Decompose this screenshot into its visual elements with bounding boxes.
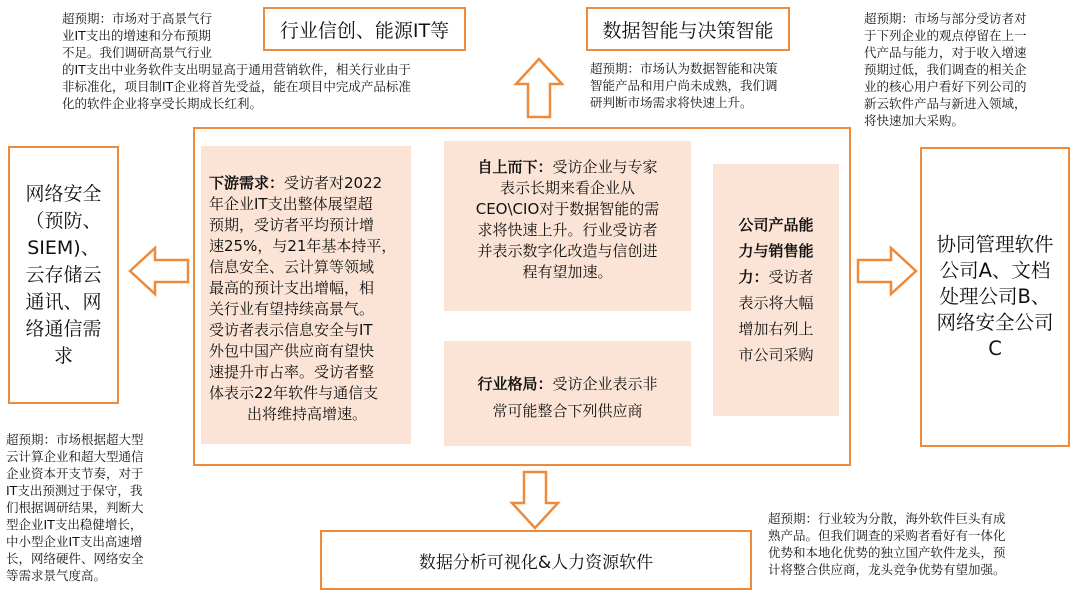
panel-line: 外包中国产供应商有望快: [209, 342, 375, 360]
note-line: 预期过低，我们调查的相关企: [864, 62, 1027, 77]
panel-line: 预期，受访者平均预计增: [209, 216, 375, 234]
industry-it-label: 行业信创、能源IT等: [279, 19, 450, 42]
note-line: 超预期：市场认为数据智能和决策: [590, 61, 778, 76]
panel-line: 受访企业表示非: [552, 375, 658, 393]
right-box-line: 公司A、文档: [939, 259, 1051, 282]
panel-line: 出将维持高增速。: [246, 405, 367, 423]
panel-line: 速25%，与21年基本持平，: [209, 237, 397, 255]
note-line: 熟产品。但我们调查的采购者看好有一体化: [768, 528, 1006, 543]
note-line: 研判断市场需求将快速上升。: [590, 95, 753, 110]
note-line: 等需求景气度高。: [6, 568, 107, 583]
left-arrow-icon: [128, 246, 190, 296]
down-arrow-icon: [510, 470, 560, 530]
company-title: 力与销售能: [738, 242, 814, 260]
left-box-line: （预防、: [25, 209, 102, 232]
note-line: 超预期：行业较为分散，海外软件巨头有成: [768, 511, 1006, 526]
panel-line: 增加右列上: [738, 320, 814, 338]
right-companies-box: [920, 147, 1070, 447]
note-line: 业IT支出的增速和分布预期: [62, 28, 211, 43]
note-line: 代产品与能力，对于收入增速: [864, 45, 1027, 60]
company-title: 公司产品能: [738, 216, 814, 234]
note-line: 化的软件企业将享受长期成长红利。: [62, 96, 263, 111]
left-box-line: 求: [53, 344, 73, 367]
panel-line: 受访企业与专家: [552, 158, 658, 176]
note-line: 们根据调研结果，判断大: [6, 500, 144, 515]
company-title: 力：: [738, 268, 769, 286]
note-line: 非标准化，项目制IT企业将首先受益，能在项目中完成产品标准: [62, 79, 411, 94]
bottom-analytics-box: [320, 530, 752, 590]
panel-line: 受访者对2022: [284, 174, 383, 192]
note-line: IT支出预测过于保守，我: [6, 483, 143, 498]
panel-line: 程有望加速。: [522, 263, 613, 281]
note-line: 新云软件产品与新进入领域，: [864, 96, 1027, 111]
panel-line: 信息安全、云计算等领域: [209, 258, 375, 276]
top-right-note: [864, 10, 1079, 129]
panel-line: 求将快速上升。行业受访者: [477, 221, 658, 239]
note-line: 计将整合供应商，龙头竞争优势有望加强。: [768, 562, 1006, 577]
note-line: 长，网络硬件、网络安全: [6, 551, 144, 566]
panel-line: 并表示数字化改造与信创进: [477, 242, 658, 260]
note-line: 云计算企业和超大型通信: [6, 449, 144, 464]
right-box-line: 网络安全公司: [936, 311, 1054, 334]
note-line: 超预期：市场与部分受访者对: [864, 11, 1027, 26]
industry-landscape-panel: [444, 341, 691, 446]
note-line: 优势和本地化优势的独立国产软件龙头，预: [768, 545, 1006, 560]
note-line: 型企业IT支出稳健增长，: [6, 517, 143, 532]
panel-line: 市公司采购: [738, 346, 814, 364]
left-demand-box: [8, 146, 119, 404]
note-line: 将快速加大采购。: [864, 113, 965, 128]
panel-line: 体表示22年软件与通信支: [209, 384, 379, 402]
left-box-line: 网络安全: [25, 182, 102, 205]
left-box-line: 络通信需: [25, 317, 102, 340]
left-box-line: 云存储云: [25, 263, 102, 286]
note-line: 超预期：市场对于高景气行: [62, 11, 213, 26]
up-arrow-icon: [514, 57, 564, 119]
note-line: 于下列企业的观点停留在上一: [864, 28, 1027, 43]
left-box-line: 通讯、网: [25, 290, 102, 313]
bottom-box-label: 数据分析可视化&人力资源软件: [418, 552, 654, 573]
note-line: 的IT支出中业务软件支出明显高于通用营销软件，相关行业由于: [62, 62, 411, 77]
panel-line: 速提升市占率。受访者整: [209, 363, 375, 381]
note-line: 中小型企业IT支出高速增: [6, 534, 143, 549]
panel-line: 表示将大幅: [738, 294, 814, 312]
note-line: 业的核心用户看好下列公司的: [864, 79, 1027, 94]
right-box-line: C: [988, 337, 1002, 360]
top-down-title: 自上而下：: [477, 158, 553, 176]
panel-line: 受访者: [768, 268, 814, 286]
note-line: 企业资本开支节奏，对于: [6, 466, 144, 481]
data-intelligence-label: 数据智能与决策智能: [602, 19, 774, 42]
left-bottom-note: [6, 431, 191, 584]
right-box-line: 处理公司B、: [939, 285, 1051, 308]
bottom-right-note: [768, 510, 1078, 578]
panel-line: 年企业IT支出整体展望超: [209, 195, 373, 213]
panel-line: CEO\CIO对于数据智能的需: [475, 200, 660, 218]
panel-line: 表示长期来看企业从: [499, 179, 635, 197]
note-line: 超预期：市场根据超大型: [6, 432, 144, 447]
right-arrow-icon: [856, 246, 918, 296]
panel-line: 受访者表示信息安全与IT: [209, 321, 373, 339]
note-line: 不足。我们调研高景气行业: [62, 45, 213, 60]
top-down-panel: [444, 141, 691, 311]
left-box-line: SIEM)、: [27, 236, 100, 259]
company-capability-panel: [713, 164, 839, 416]
downstream-title: 下游需求：: [209, 174, 285, 192]
industry-it-box: [263, 7, 466, 51]
panel-line: 关行业有望持续高景气。: [209, 300, 375, 318]
panel-line: 常可能整合下列供应商: [492, 402, 643, 420]
panel-line: 最高的预计支出增幅，相: [209, 279, 375, 297]
top-middle-note: [590, 60, 840, 111]
landscape-title: 行业格局：: [477, 375, 553, 393]
right-box-line: 协同管理软件: [936, 233, 1054, 256]
downstream-demand-panel: [201, 146, 411, 444]
note-line: 智能产品和用户尚未成熟，我们调: [590, 78, 778, 93]
data-intelligence-box: [586, 7, 790, 51]
